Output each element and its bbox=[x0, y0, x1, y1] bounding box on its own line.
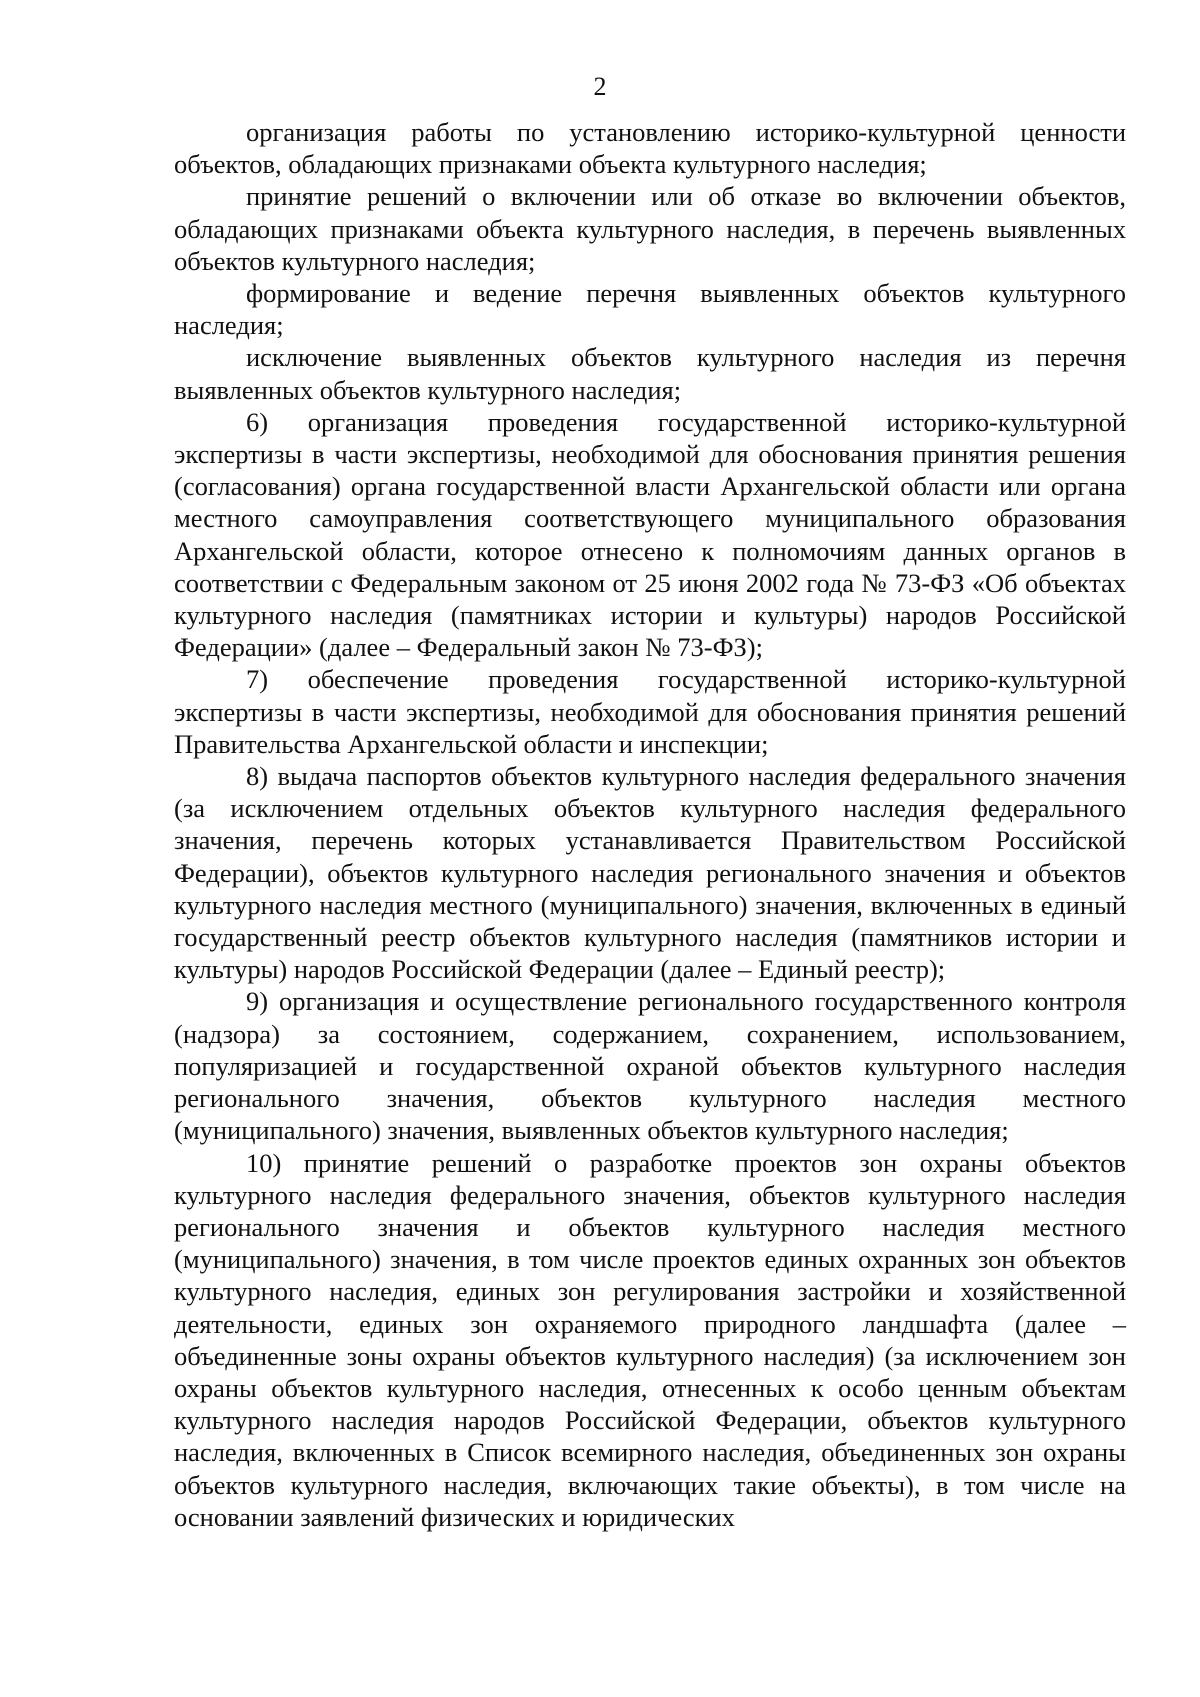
paragraph-item-10: 10) принятие решений о разработке проектов зон охраны объектов культурного наследия федерального значения, объектов культурного наследия регионального значения и объектов культурного наследия местного (муниципального) значения, в том числе проектов единых охранных зон объектов культурного наследия, единых зон регулирования застройки и хозяйственной деятельности, единых зон охраняемого природного ландшафта (далее – объединенные зоны охраны объектов культурного наследия) (за исключением зон охраны объектов культурного наследия, отнесенных к особо ценным объектам культурного наследия народов Российской Федерации, объектов культурного наследия, включенных в Список всемирного наследия, объединенных зон охраны объектов культурного наследия, включающих такие объекты), в том числе на основании заявлений физических и юридических bbox=[174, 1147, 1126, 1532]
paragraph-item-8: 8) выдача паспортов объектов культурного наследия федерального значения (за исключением отдельных объектов культурного наследия федерального значения, перечень которых устанавливается Правительством Российской Федерации), объектов культурного наследия регионального значения и объектов культурного наследия местного (муниципального) значения, включенных в единый государственный реестр объектов культурного наследия (памятников истории и культуры) народов Российской Федерации (далее – Единый реестр); bbox=[174, 761, 1126, 985]
paragraph-historical-value-work: организация работы по установлению историко-культурной ценности объектов, обладающих признаками объекта культурного наследия; bbox=[174, 117, 1126, 180]
document-body bbox=[174, 116, 1126, 1533]
paragraph-item-6: 6) организация проведения государственной историко-культурной экспертизы в части экспертизы, необходимой для обоснования принятия решения (согласования) органа государственной власти Архангельской области или органа местного самоуправления соответствующего муниципального образования Архангельской области, которое отнесено к полномочиям данных органов в соответствии с Федеральным законом от 25 июня 2002 года № 73-ФЗ «Об объектах культурного наследия (памятниках истории и культуры) народов Российской Федерации» (далее – Федеральный закон № 73-ФЗ); bbox=[174, 406, 1126, 663]
paragraph-item-9: 9) организация и осуществление регионального государственного контроля (надзора) за состоянием, содержанием, сохранением, использованием, популяризацией и государственной охраной объектов культурного наследия регионального значения, объектов культурного наследия местного (муниципального) значения, выявленных объектов культурного наследия; bbox=[174, 986, 1126, 1146]
paragraph-list-maintenance: формирование и ведение перечня выявленных объектов культурного наследия; bbox=[174, 278, 1126, 341]
page-number: 2 bbox=[593, 72, 607, 101]
paragraph-inclusion-decisions: принятие решений о включении или об отказе во включении объектов, обладающих признаками объекта культурного наследия, в перечень выявленных объектов культурного наследия; bbox=[174, 181, 1126, 276]
paragraph-item-7: 7) обеспечение проведения государственной историко-культурной экспертизы в части экспертизы, необходимой для обоснования принятия решений Правительства Архангельской области и инспекции; bbox=[174, 664, 1126, 759]
paragraph-list-exclusion: исключение выявленных объектов культурного наследия из перечня выявленных объектов культурного наследия; bbox=[174, 342, 1126, 405]
